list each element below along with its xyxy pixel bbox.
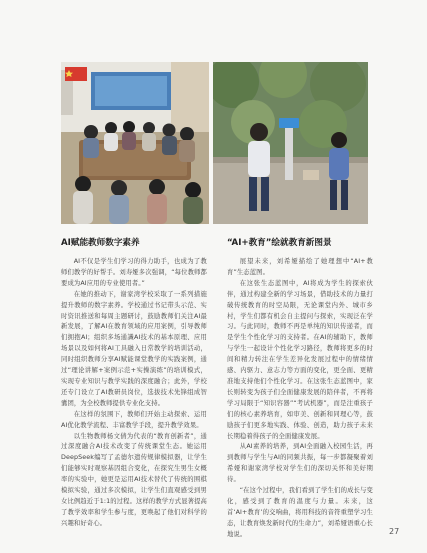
paragraph: 以生物教师杨文倩为代表的“教育创新者”，通过深度融合AI技术改变了传统课堂生态。她运用DeepSeek编写了孟德尔遗传规律模拟器，让学生们能够实时观察基因组合变化，在探究生男生女概率的实验中，她更是运用AI技术替代了传统的围棋模拟实验，通过多次模拟，让学生们直观感受到男女比例趋近于1:1的过程。这样的教学方式显著提高了教学效率和学生参与度，更唤起了他们对科学的兴趣和好奇心。 bbox=[61, 432, 207, 527]
photo-teacher-training bbox=[61, 62, 209, 224]
student-right bbox=[329, 148, 349, 180]
paragraph: 从AI素养的培养，到AI全面融入校园生活，再到教师与学生与AI的同频共振，每一步都凝聚着刘希娅和谢家湾学校对学生们的深切关怀和美好期待。 bbox=[227, 443, 373, 484]
paragraph: 在这样的氛围下，教师们开始主动探索、运用AI优化教学流程、丰富教学手段，提升教学效果。 bbox=[61, 410, 207, 429]
student-left bbox=[248, 141, 270, 177]
paragraph: 在这张生态蓝图中，AI将成为学生的探索伙伴，通过构建全新的学习场景，借助技术的力量打破传统教育的时空局限，无论课堂内外、城市乡村，学生们都有机会自主提问与探索，实现泛在学习。与此同时，教师不再是单纯的知识传递者，而是学生个性化学习的支持者。在AI的辅助下，教师与学生一起设计个性化学习路径，教师将更多的时间和精力转注在学生差异化发展过程中的情绪情感、内驱力、意志力等方面的变化，更全面、更精准地支持他们个性化学习。在这张生态蓝图中，家长则转变为孩子们全面健康发展的陪伴者，不再将学习局限于“知识容器”“考试机器”，而是注重孩子们的核心素养培育，如审美、创新和同理心等，鼓励孩子们更多地实践、体验、创造，助力孩子未来长期稳着得孩子的全面健康发展。 bbox=[227, 279, 373, 440]
signpost bbox=[285, 120, 293, 180]
page-number: 27 bbox=[389, 527, 400, 536]
paragraph: 展望未来，刘希娅描绘了她理想中“AI+教育”生态蓝图。 bbox=[227, 258, 373, 276]
paragraph: 在她的推动下，谢家湾学校采取了一系列措施提升教师的数字素养。学校通过书记带头示范、实时资讯推送和每周主题研讨，鼓励教师们关注AI最新发展，了解AI在教育领域的应用案例，引导教师们拥抱AI；组织多场通識AI技术的基本原理、应用场景以及如何将AI工具融入日常教学的培训活动，同时组织教师分享AI赋能课堂教学的实践案例，通过“理论讲解+案例示范+实操演练”的培训模式，实现专业知识与教学实践的深度融合；此外，学校还专门设立了AI教研员岗位，选拔技术先锋组成智囊团，为全校教师提供专业化支持。 bbox=[61, 290, 207, 407]
photo-students-outdoor bbox=[213, 62, 368, 224]
left-column bbox=[61, 238, 207, 530]
outdoor-scene-image bbox=[213, 62, 368, 224]
classroom-scene-image bbox=[61, 62, 209, 224]
section-heading-ai-education: “AI+教育”绘就教育新图景 bbox=[227, 238, 332, 248]
paragraph: AI不仅是学生们学习的得力助手，也成为了教师们教学的好帮手。刘寿娅多次强调，“每位教师都要成为AI应用的专业使用者。” bbox=[61, 258, 207, 287]
right-column bbox=[227, 238, 373, 541]
paragraph: “在这个过程中，我们看到了学生们的成长与变化，感受到了教育的温度与力量。未来，这首‘AI+教育’的交响曲，将用科技的音符重塑学习生态，让教育焕发新时代的生命力”，刘希娅语重心长地说。 bbox=[227, 487, 373, 538]
section-heading-ai-teacher: AI赋能教师数字素养 bbox=[61, 238, 140, 248]
